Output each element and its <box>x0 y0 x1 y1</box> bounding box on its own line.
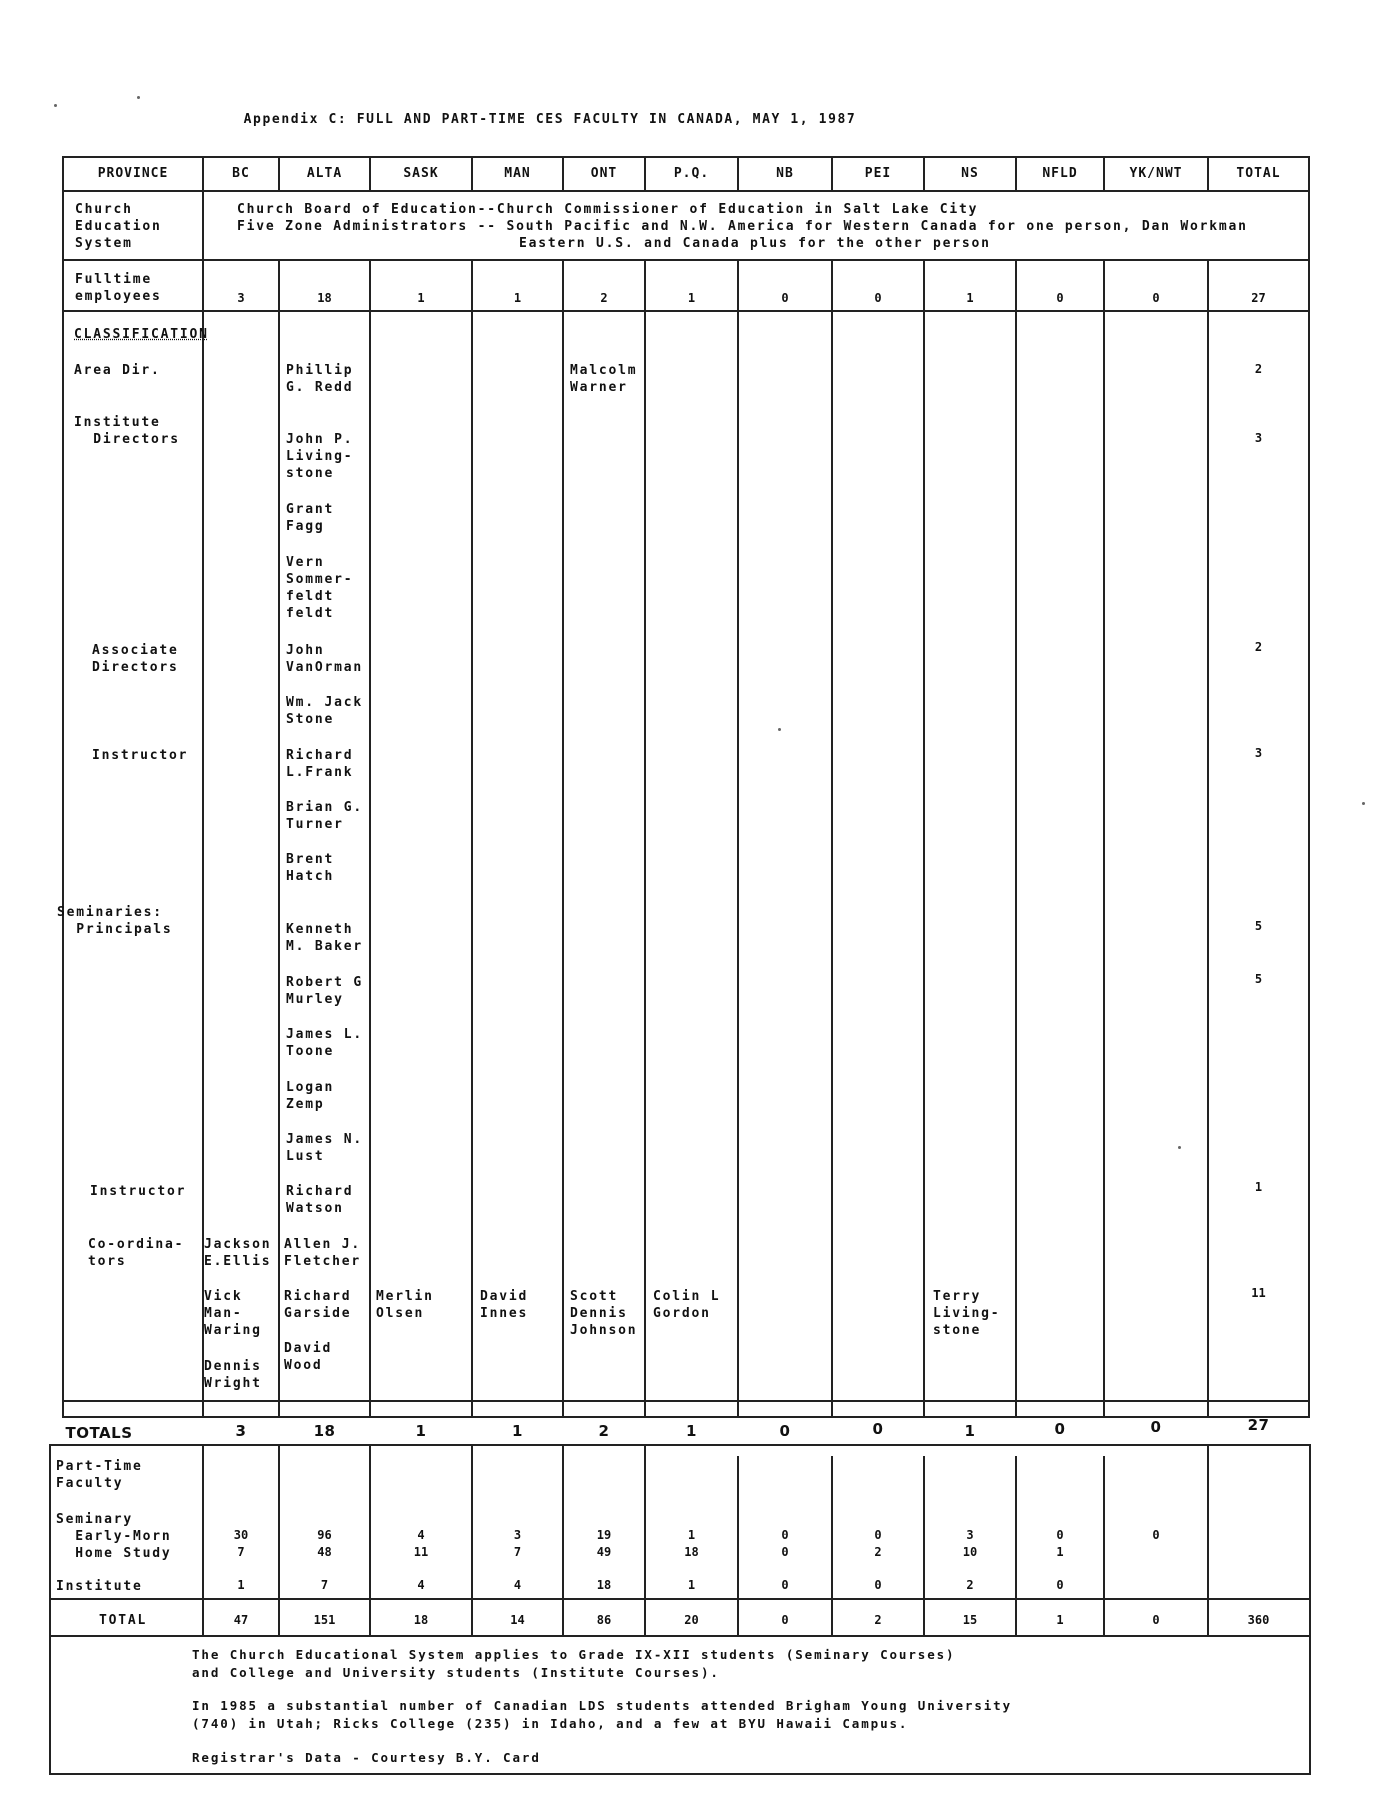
col-header-pei: PEI <box>864 166 892 181</box>
principals-total-b: 5 <box>1254 972 1263 986</box>
fulltime-pei: 0 <box>874 291 882 305</box>
institute-nfld: 0 <box>1056 1578 1064 1592</box>
coord-bc-1: Jackson E.Ellis <box>204 1237 272 1269</box>
col-rule <box>369 259 371 1418</box>
col-header-man: MAN <box>504 166 531 181</box>
col-header-bc: BC <box>232 166 250 181</box>
scan-speck <box>778 728 781 731</box>
col-header-province: PROVINCE <box>97 166 169 181</box>
col-rule <box>1015 259 1017 1418</box>
assoc-dir-2: Wm. Jack Stone <box>286 695 364 727</box>
assoc-dir-label: Associate Directors <box>92 643 179 675</box>
instructor-total: 3 <box>1254 746 1263 760</box>
coord-ont: Scott Dennis Johnson <box>570 1289 638 1338</box>
col-rule <box>831 259 833 1418</box>
inst-dir-2: Grant Fagg <box>286 502 335 534</box>
area-dir-total: 2 <box>1254 362 1263 376</box>
coord-sask: Merlin Olsen <box>376 1289 434 1321</box>
assoc-dir-total: 2 <box>1254 640 1263 654</box>
institute-pq: 1 <box>687 1578 696 1592</box>
note-3: Registrar's Data - Courtesy B.Y. Card <box>192 1750 541 1765</box>
pt-total-nfld: 1 <box>1056 1613 1064 1627</box>
fulltime-yknwt: 0 <box>1152 291 1160 305</box>
ces-line-3: Eastern U.S. and Canada plus for the other person <box>519 236 991 251</box>
ces-line-2: Five Zone Administrators -- South Pacific and N.W. America for Western Canada for one person, Dan Workman <box>237 219 1248 234</box>
totals-sask: 1 <box>415 1422 427 1440</box>
inst-dir-3: Vern Sommer- feldt feldt <box>286 555 354 621</box>
fulltime-man: 1 <box>513 291 522 305</box>
pt-total-bc: 47 <box>233 1613 249 1627</box>
parttime-total-rule <box>49 1598 1311 1600</box>
seminary-label: Seminary <box>56 1512 134 1527</box>
early-bc: 30 <box>233 1528 249 1542</box>
ces-line-1: Church Board of Education--Church Commissioner of Education in Salt Lake City <box>237 202 979 217</box>
area-dir-alta: Phillip G. Redd <box>286 363 354 395</box>
scan-speck <box>137 96 140 99</box>
area-dir-label: Area Dir. <box>74 363 161 378</box>
pt-total-nb: 0 <box>781 1613 789 1627</box>
inst-dir-1: John P. Living- stone <box>286 432 354 481</box>
col-rule <box>202 156 204 1418</box>
pt-total-sask: 18 <box>413 1613 429 1627</box>
col-rule <box>471 259 473 1418</box>
coord-total: 11 <box>1251 1286 1266 1300</box>
header-rule <box>62 190 1310 192</box>
home-nb: 0 <box>781 1545 789 1559</box>
fulltime-ns: 1 <box>966 291 974 305</box>
institute-man: 4 <box>513 1578 522 1592</box>
pt-total-yknwt: 0 <box>1152 1613 1160 1627</box>
home-study-label: Home Study <box>56 1546 172 1561</box>
totals-top-rule <box>62 1400 1310 1402</box>
col-rule <box>1207 1446 1209 1636</box>
coord-alta-2: Richard Garside <box>284 1289 352 1321</box>
early-yknwt: 0 <box>1152 1528 1160 1542</box>
col-rule <box>923 259 925 1418</box>
principal-1: Kenneth M. Baker <box>286 922 364 954</box>
instructor-2: Brian G. Turner <box>286 800 364 832</box>
fulltime-label: Fulltime employees <box>75 272 162 304</box>
coord-label: Co-ordina- tors <box>88 1237 185 1269</box>
home-nfld: 1 <box>1056 1545 1064 1559</box>
institute-ns: 2 <box>966 1578 974 1592</box>
totals-ont: 2 <box>598 1422 610 1440</box>
home-pq: 18 <box>684 1545 699 1559</box>
early-pq: 1 <box>687 1528 696 1542</box>
fulltime-nfld: 0 <box>1056 291 1064 305</box>
pt-total-pei: 2 <box>874 1613 882 1627</box>
fulltime-nb: 0 <box>781 291 789 305</box>
home-ns: 10 <box>962 1545 978 1559</box>
totals-yknwt: 0 <box>1150 1418 1162 1436</box>
early-ont: 19 <box>596 1528 612 1542</box>
ces-label: Church Education System <box>75 202 162 251</box>
col-header-ont: ONT <box>590 166 618 181</box>
institute-label: Institute <box>56 1579 143 1594</box>
seminaries-label: Seminaries: Principals <box>57 905 173 937</box>
institute-bc: 1 <box>237 1578 245 1592</box>
instructor2-total: 1 <box>1254 1180 1263 1194</box>
coord-man: David Innes <box>480 1289 529 1321</box>
fulltime-rule <box>62 310 1310 312</box>
home-man: 7 <box>513 1545 522 1559</box>
fulltime-sask: 1 <box>417 291 425 305</box>
institute-nb: 0 <box>781 1578 789 1592</box>
totals-ns: 1 <box>964 1422 976 1440</box>
pt-total-ont: 86 <box>596 1613 612 1627</box>
col-header-total: TOTAL <box>1236 166 1281 181</box>
coord-ns: Terry Living- stone <box>933 1289 1001 1338</box>
parttime-total-label: TOTAL <box>99 1613 148 1628</box>
assoc-dir-1: John VanOrman <box>286 643 364 675</box>
instructor2-label: Instructor <box>90 1184 187 1199</box>
principal-2: Robert G Murley <box>286 975 364 1007</box>
col-header-pq: P.Q. <box>673 166 710 181</box>
principal-3: James L. Toone <box>286 1027 364 1059</box>
instructor-1: Richard L.Frank <box>286 748 354 780</box>
col-header-alta: ALTA <box>306 166 343 181</box>
fulltime-total: 27 <box>1251 291 1266 305</box>
coord-bc-2: Vick Man- Waring <box>204 1289 262 1338</box>
area-dir-ont: Malcolm Warner <box>570 363 638 395</box>
principal-4: Logan Zemp <box>286 1080 335 1112</box>
note-2: In 1985 a substantial number of Canadian LDS students attended Brigham Young University (740) in Utah; Ricks College (235) in Idaho, and a few at BYU Hawaii Campus. <box>192 1698 1013 1731</box>
instructor-label: Instructor <box>92 748 189 763</box>
pt-total-alta: 151 <box>313 1613 336 1627</box>
col-rule <box>1103 259 1105 1418</box>
institute-ont: 18 <box>596 1578 612 1592</box>
totals-man: 1 <box>512 1422 523 1440</box>
instructor2-1: Richard Watson <box>286 1184 354 1216</box>
totals-pei: 0 <box>872 1420 884 1438</box>
home-ont: 49 <box>596 1545 612 1559</box>
scan-speck <box>1362 802 1365 805</box>
col-header-ns: NS <box>961 166 979 181</box>
inst-dir-total: 3 <box>1254 431 1263 445</box>
early-nfld: 0 <box>1056 1528 1064 1542</box>
early-nb: 0 <box>781 1528 789 1542</box>
early-man: 3 <box>513 1528 522 1542</box>
instructor-3: Brent Hatch <box>286 852 335 884</box>
principals-total-a: 5 <box>1254 919 1263 933</box>
fulltime-bc: 3 <box>237 291 245 305</box>
early-pei: 0 <box>874 1528 882 1542</box>
institute-sask: 4 <box>417 1578 425 1592</box>
ces-rule <box>62 259 1310 261</box>
home-alta: 48 <box>317 1545 332 1559</box>
coord-pq: Colin L Gordon <box>653 1289 721 1321</box>
fulltime-ont: 2 <box>600 291 608 305</box>
classification-heading: CLASSIFICATION <box>74 327 209 342</box>
fulltime-alta: 18 <box>317 291 332 305</box>
pt-total-man: 14 <box>510 1613 525 1627</box>
col-header-sask: SASK <box>403 166 439 181</box>
page-title: Appendix C: FULL AND PART-TIME CES FACULTY IN CANADA, MAY 1, 1987 <box>243 112 857 127</box>
home-pei: 2 <box>874 1545 882 1559</box>
totals-bc: 3 <box>235 1422 247 1440</box>
totals-pq: 1 <box>686 1422 697 1440</box>
scan-speck <box>54 104 57 107</box>
col-header-yknwt: YK/NWT <box>1129 166 1183 181</box>
totals-nb: 0 <box>779 1422 791 1440</box>
col-rule <box>644 259 646 1418</box>
early-morn-label: Early-Morn <box>56 1529 172 1544</box>
col-header-nfld: NFLD <box>1042 166 1078 181</box>
pt-total-pq: 20 <box>684 1613 699 1627</box>
fulltime-pq: 1 <box>687 291 696 305</box>
early-ns: 3 <box>966 1528 974 1542</box>
pt-total-ns: 15 <box>962 1613 978 1627</box>
col-header-nb: NB <box>776 166 794 181</box>
totals-alta: 18 <box>313 1422 336 1440</box>
principal-5: James N. Lust <box>286 1132 364 1164</box>
note-1: The Church Educational System applies to Grade IX-XII students (Seminary Courses) and College and University students (Institute Courses). <box>192 1647 956 1680</box>
col-rule <box>737 259 739 1418</box>
col-rule <box>278 259 280 1418</box>
pt-total-total: 360 <box>1247 1613 1270 1627</box>
totals-nfld: 0 <box>1054 1420 1066 1438</box>
home-sask: 11 <box>413 1545 429 1559</box>
coord-alta-1: Allen J. Fletcher <box>284 1237 362 1269</box>
main-table <box>62 156 1310 1418</box>
early-alta: 96 <box>317 1528 332 1542</box>
col-rule <box>1103 1456 1105 1636</box>
col-rule <box>562 259 564 1418</box>
home-bc: 7 <box>237 1545 245 1559</box>
inst-dir-label: Institute Directors <box>74 415 180 447</box>
coord-alta-3: David Wood <box>284 1341 333 1373</box>
totals-total: 27 <box>1247 1416 1270 1434</box>
parttime-label: Part-Time Faculty <box>56 1459 143 1491</box>
institute-alta: 7 <box>320 1578 329 1592</box>
institute-pei: 0 <box>874 1578 882 1592</box>
early-sask: 4 <box>417 1528 425 1542</box>
coord-bc-3: Dennis Wright <box>204 1359 262 1391</box>
totals-label: TOTALS <box>65 1424 133 1442</box>
scan-speck <box>1178 1146 1181 1149</box>
